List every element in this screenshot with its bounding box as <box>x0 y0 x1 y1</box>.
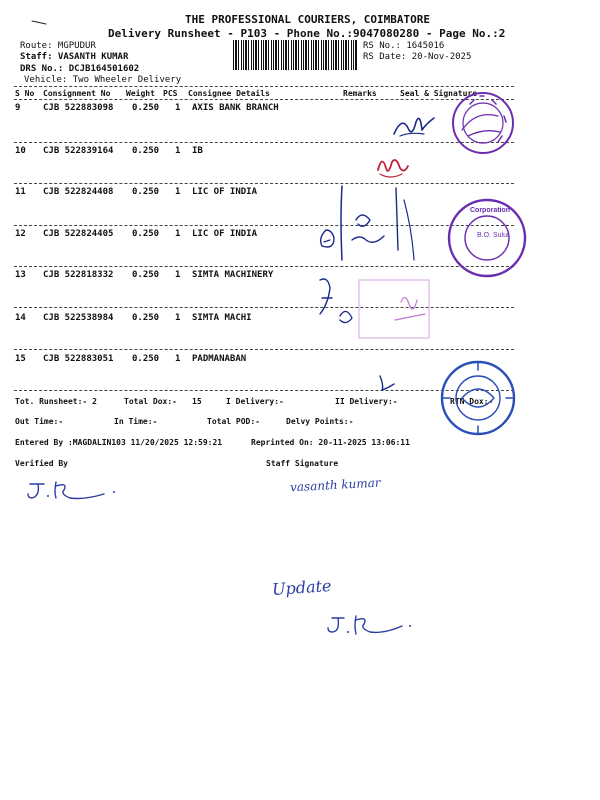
faint-stamp <box>355 272 440 352</box>
entered-by: Entered By :MAGDALIN103 11/20/2025 12:59:21 <box>15 438 223 447</box>
signature-row-9 <box>390 108 440 142</box>
staff-handwritten-signature: vasanth kumar <box>289 475 381 495</box>
col-sno: S No <box>15 89 35 98</box>
row-consignee: LIC OF INDIA <box>192 187 258 197</box>
row-sno: 15 <box>15 354 26 364</box>
row-consignment: CJB 522824405 <box>43 229 114 239</box>
row-pcs: 1 <box>175 187 181 197</box>
total-dox-value: 15 <box>192 397 202 406</box>
staff-signature-label: Staff Signature <box>266 459 339 468</box>
row-sno: 10 <box>15 146 26 156</box>
company-name: THE PROFESSIONAL COURIERS, COIMBATORE <box>185 13 431 26</box>
row-consignee: SIMTA MACHI <box>192 313 252 323</box>
col-seal-signature: Seal & Signature <box>400 89 478 98</box>
row-consignment: CJB 522818332 <box>43 270 114 280</box>
in-time: In Time:- <box>114 417 158 426</box>
row-sno: 11 <box>15 187 26 197</box>
verified-by-signature <box>24 478 124 504</box>
runsheet-title: Delivery Runsheet - P103 - Phone No.:9047080280 - Page No.:2 <box>108 27 506 40</box>
divider <box>14 183 514 184</box>
col-consignee: Consignee Details <box>188 89 270 98</box>
total-dox-label: Total Dox:- <box>124 397 177 406</box>
i-delivery: I Delivery:- <box>226 397 284 406</box>
ii-delivery: II Delivery:- <box>335 397 398 406</box>
drs-number: DRS No.: DCJB164501602 <box>20 64 140 74</box>
update-note: Update <box>271 575 332 600</box>
courier-seal-stamp <box>438 358 520 438</box>
row-weight: 0.250 <box>132 187 160 197</box>
row-sno: 14 <box>15 313 26 323</box>
row-pcs: 1 <box>175 313 181 323</box>
row-consignee: PADMANABAN <box>192 354 247 364</box>
divider <box>14 99 514 100</box>
row-weight: 0.250 <box>132 270 160 280</box>
divider <box>14 142 514 143</box>
row-consignment: CJB 522839164 <box>43 146 114 156</box>
row-consignment: CJB 522538984 <box>43 313 114 323</box>
divider <box>14 86 514 87</box>
lic-stamp <box>444 196 530 280</box>
col-weight: Weight <box>126 89 155 98</box>
signature-row-15 <box>374 370 404 394</box>
row-consignment: CJB 522883051 <box>43 354 114 364</box>
col-pcs: PCS <box>163 89 178 98</box>
bank-seal-stamp <box>446 86 520 158</box>
row-consignee: LIC OF INDIA <box>192 229 258 239</box>
row-weight: 0.250 <box>132 146 160 156</box>
row-weight: 0.250 <box>132 354 160 364</box>
update-signature <box>326 612 416 640</box>
verified-by-label: Verified By <box>15 459 68 468</box>
row-pcs: 1 <box>175 229 181 239</box>
divider <box>14 266 514 267</box>
row-pcs: 1 <box>175 146 181 156</box>
rtn-dox: RTN Dox:- <box>450 397 494 406</box>
reprinted-on: Reprinted On: 20-11-2025 13:06:11 <box>251 438 410 447</box>
row-pcs: 1 <box>175 270 181 280</box>
row-consignment: CJB 522824408 <box>43 187 114 197</box>
total-runsheet: Tot. Runsheet:- 2 <box>15 397 97 406</box>
row-consignee: IB <box>192 146 203 156</box>
pen-mark <box>30 18 50 28</box>
col-remarks: Remarks <box>343 89 377 98</box>
row-weight: 0.250 <box>132 103 160 113</box>
rs-number: RS No.: 1645016 <box>363 41 445 51</box>
lic-stamp-text: Corporation <box>470 207 511 214</box>
row-sno: 13 <box>15 270 26 280</box>
col-consignment: Consignment No <box>43 89 111 98</box>
row-pcs: 1 <box>175 354 181 364</box>
delvy-points: Delvy Points:- <box>286 417 354 426</box>
row-consignment: CJB 522883098 <box>43 103 114 113</box>
row-sno: 12 <box>15 229 26 239</box>
row-consignee: AXIS BANK BRANCH <box>192 103 279 113</box>
barcode <box>233 40 358 70</box>
total-pod: Total POD:- <box>207 417 260 426</box>
lic-stamp-branch: B.O. Sulur <box>477 232 510 239</box>
row-sno: 9 <box>15 103 21 113</box>
signature-row-10 <box>372 150 412 182</box>
row-weight: 0.250 <box>132 229 160 239</box>
rs-date: RS Date: 20-Nov-2025 <box>363 52 472 62</box>
vehicle: Vehicle: Two Wheeler Delivery <box>24 75 182 85</box>
route: Route: MGPUDUR <box>20 41 96 51</box>
row-pcs: 1 <box>175 103 181 113</box>
staff-name: Staff: VASANTH KUMAR <box>20 52 129 62</box>
out-time: Out Time:- <box>15 417 64 426</box>
row-consignee: SIMTA MACHINERY <box>192 270 274 280</box>
divider <box>14 225 514 226</box>
row-weight: 0.250 <box>132 313 160 323</box>
